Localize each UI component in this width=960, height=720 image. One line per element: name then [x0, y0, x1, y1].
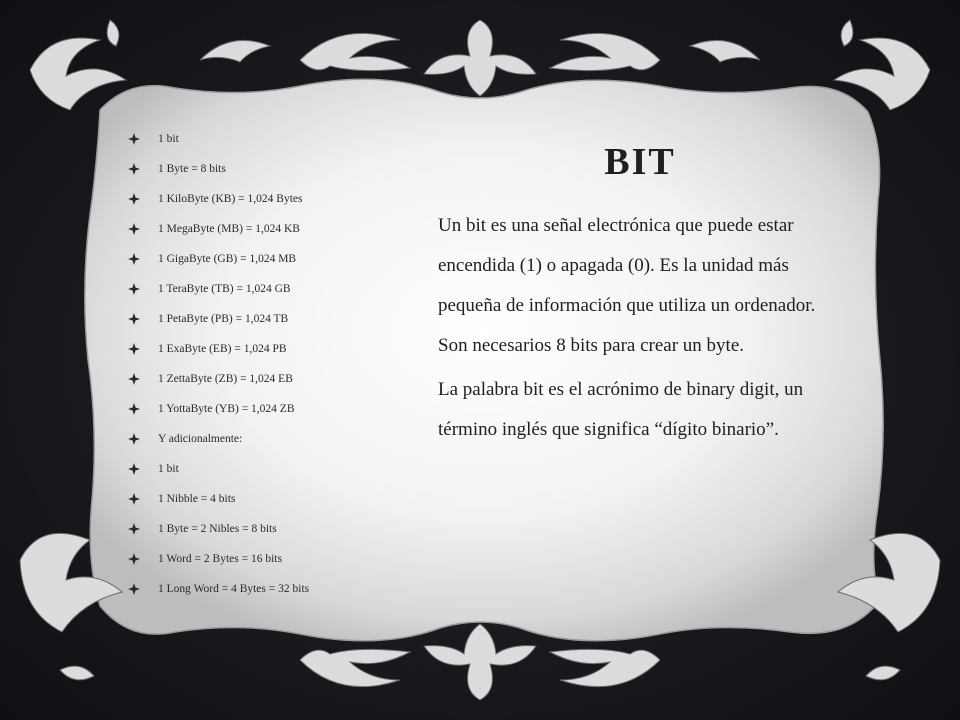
- diamond-bullet-icon: [128, 163, 140, 175]
- list-item-text: 1 GigaByte (GB) = 1,024 MB: [158, 253, 297, 265]
- list-item-text: 1 PetaByte (PB) = 1,024 TB: [158, 313, 289, 325]
- slide-body: [438, 206, 818, 454]
- list-item-text: 1 ZettaByte (ZB) = 1,024 EB: [158, 373, 293, 385]
- list-item-text: 1 bit: [158, 463, 179, 475]
- list-item: [128, 424, 388, 454]
- list-item: [128, 124, 388, 154]
- list-item: [128, 154, 388, 184]
- list-item: [128, 244, 388, 274]
- diamond-bullet-icon: [128, 133, 140, 145]
- list-item-text: 1 Long Word = 4 Bytes = 32 bits: [158, 583, 310, 595]
- list-item: [128, 184, 388, 214]
- body-paragraph: La palabra bit es el acrónimo de binary digit, un término inglés que significa “dígito binario”.: [438, 379, 804, 440]
- list-item-text: 1 MegaByte (MB) = 1,024 KB: [158, 223, 300, 235]
- body-paragraph: Un bit es una señal electrónica que puede estar encendida (1) o apagada (0). Es la unidad más pequeña de información que utiliza un ordenador. Son necesarios 8 bits para crear un byte.: [438, 215, 816, 356]
- list-item-text: 1 Word = 2 Bytes = 16 bits: [158, 553, 282, 565]
- unit-list: [128, 124, 388, 604]
- list-item: [128, 574, 388, 604]
- list-item: [128, 514, 388, 544]
- list-item-text: 1 Nibble = 4 bits: [158, 493, 236, 505]
- diamond-bullet-icon: [128, 463, 140, 475]
- list-item: [128, 334, 388, 364]
- list-item: [128, 394, 388, 424]
- list-item-text: 1 TeraByte (TB) = 1,024 GB: [158, 283, 291, 295]
- list-item: [128, 364, 388, 394]
- list-item-text: 1 KiloByte (KB) = 1,024 Bytes: [158, 193, 303, 205]
- list-item-text: 1 Byte = 8 bits: [158, 163, 226, 175]
- diamond-bullet-icon: [128, 343, 140, 355]
- list-item: [128, 214, 388, 244]
- list-item: [128, 454, 388, 484]
- list-item-text: Y adicionalmente:: [158, 433, 243, 445]
- slide-title: BIT: [604, 141, 676, 183]
- list-item: [128, 484, 388, 514]
- list-item-text: 1 YottaByte (YB) = 1,024 ZB: [158, 403, 295, 415]
- diamond-bullet-icon: [128, 553, 140, 565]
- diamond-bullet-icon: [128, 313, 140, 325]
- diamond-bullet-icon: [128, 403, 140, 415]
- diamond-bullet-icon: [128, 583, 140, 595]
- list-item-text: 1 Byte = 2 Nibles = 8 bits: [158, 523, 277, 535]
- diamond-bullet-icon: [128, 373, 140, 385]
- diamond-bullet-icon: [128, 193, 140, 205]
- diamond-bullet-icon: [128, 433, 140, 445]
- diamond-bullet-icon: [128, 253, 140, 265]
- list-item-text: 1 ExaByte (EB) = 1,024 PB: [158, 343, 287, 355]
- diamond-bullet-icon: [128, 493, 140, 505]
- list-item: [128, 274, 388, 304]
- list-item: [128, 544, 388, 574]
- diamond-bullet-icon: [128, 283, 140, 295]
- list-item-text: 1 bit: [158, 133, 179, 145]
- diamond-bullet-icon: [128, 523, 140, 535]
- list-item: [128, 304, 388, 334]
- diamond-bullet-icon: [128, 223, 140, 235]
